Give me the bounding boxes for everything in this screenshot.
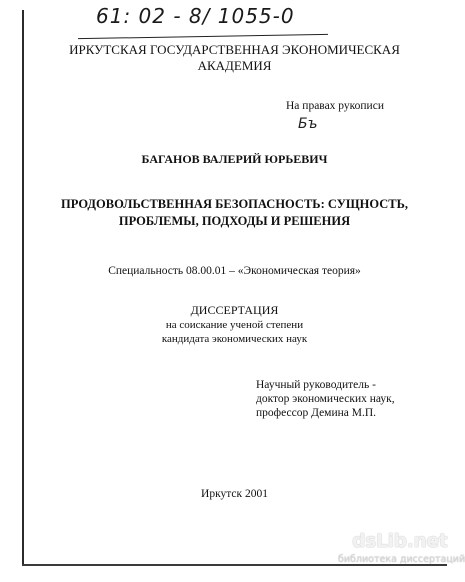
institution-line-2: АКАДЕМИЯ (197, 58, 272, 73)
watermark-logo: dsLib.net (352, 530, 448, 552)
dslib-watermark (338, 530, 465, 565)
specialty: Специальность 08.00.01 – «Экономическая теория» (108, 265, 361, 277)
title-line-2: ПРОБЛЕМЫ, ПОДХОДЫ И РЕШЕНИЯ (118, 214, 351, 228)
dissertation-heading: ДИССЕРТАЦИЯ (190, 303, 279, 317)
institution-line-1: ИРКУТСКАЯ ГОСУДАРСТВЕННАЯ ЭКОНОМИЧЕСКАЯ (69, 42, 400, 57)
scan-left-edge (22, 10, 24, 565)
signature-mark: Бъ (298, 116, 318, 132)
title-line-1: ПРОДОВОЛЬСТВЕННАЯ БЕЗОПАСНОСТЬ: СУЩНОСТЬ, (61, 197, 408, 211)
degree-description (22, 318, 447, 346)
advisor-line-3: профессор Демина М.П. (256, 407, 377, 419)
manuscript-rights: На правах рукописи (286, 100, 384, 112)
advisor-line-1: Научный руководитель - (256, 379, 376, 391)
dissertation-title (22, 196, 447, 230)
degree-line-2: кандидата экономических наук (161, 333, 308, 345)
advisor-line-2: доктор экономических наук, (256, 393, 395, 405)
handwritten-archive-code: 61: 02 - 8/ 1055-0 (96, 4, 295, 28)
handwriting-underline (78, 34, 328, 39)
institution-name (22, 42, 447, 74)
city-year: Иркутск 2001 (201, 488, 268, 500)
scientific-advisor (256, 378, 395, 420)
watermark-caption: библиотека диссертаций (338, 554, 465, 565)
author-name: БАГАНОВ ВАЛЕРИЙ ЮРЬЕВИЧ (141, 152, 328, 166)
degree-line-1: на соискание ученой степени (165, 319, 304, 331)
